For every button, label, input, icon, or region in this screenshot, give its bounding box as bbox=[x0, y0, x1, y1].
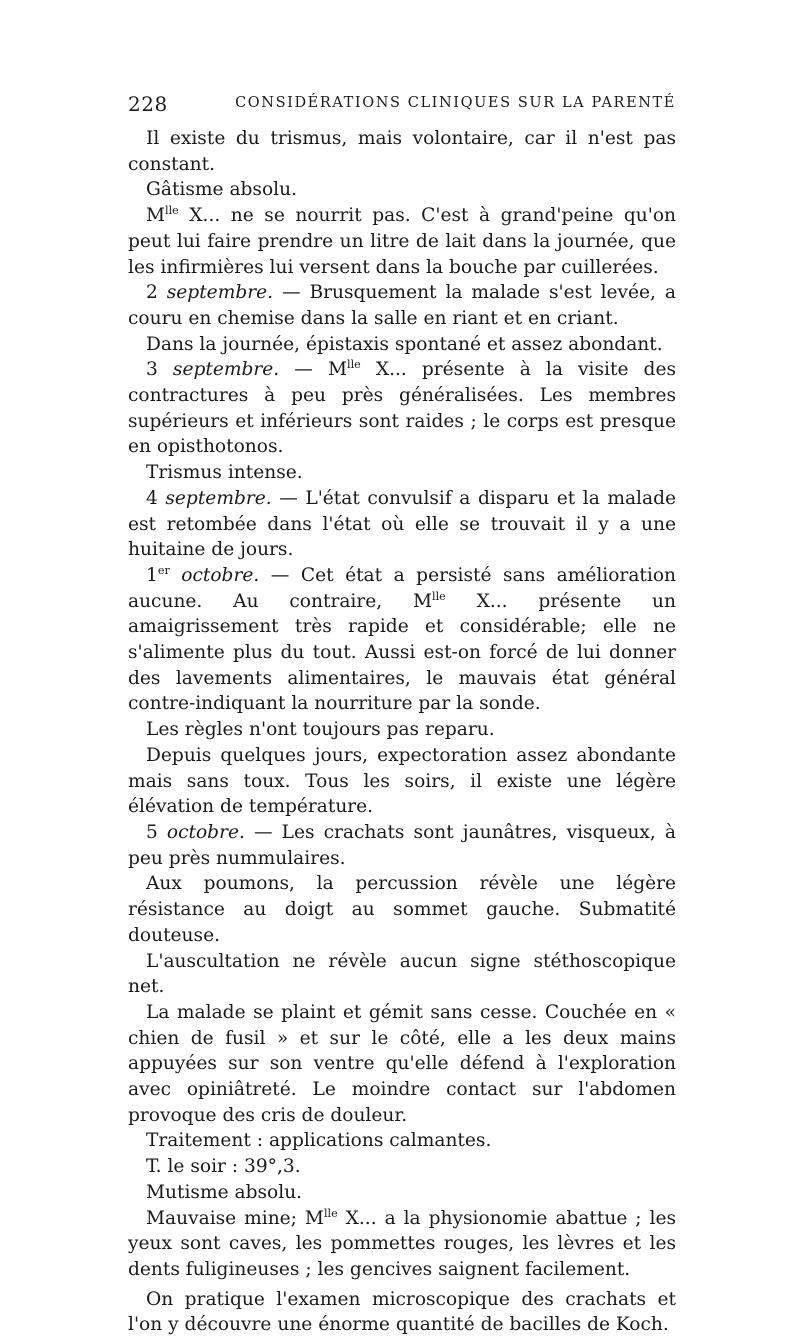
paragraph bbox=[128, 1154, 676, 1180]
paragraph-text: Traitement : applications calmantes. bbox=[146, 1130, 492, 1152]
paragraph-text: X... présente un amaigrissement très rapide et considérable; elle ne s'alimente plus du tout. Aussi est-on forcé de lui donner des lavements alimentaires, le mauvais état général contre-indiquant la nourriture par la sonde. bbox=[128, 590, 676, 715]
paragraph bbox=[128, 1180, 676, 1206]
paragraph-title-sup: lle bbox=[165, 203, 179, 217]
running-head: CONSIDÉRATIONS CLINIQUES SUR LA PARENTÉ bbox=[235, 95, 676, 111]
paragraph-title-sup: lle bbox=[347, 358, 361, 372]
paragraph bbox=[128, 717, 676, 743]
body-text bbox=[128, 126, 676, 1338]
paragraph bbox=[128, 332, 676, 358]
paragraph-pre: Mauvaise mine; bbox=[146, 1207, 305, 1229]
paragraph-date: octobre. bbox=[169, 564, 260, 586]
paragraph-date: septembre. bbox=[172, 359, 280, 381]
paragraph-pre: 4 bbox=[146, 487, 166, 509]
paragraph-after-date: — L'état convulsif a disparu et la malade est retombée dans l'état où elle se trouvait il y a une huitaine de jours. bbox=[128, 487, 676, 561]
paragraph-title: M bbox=[304, 1207, 324, 1229]
paragraph bbox=[128, 743, 676, 820]
paragraph bbox=[128, 949, 676, 1000]
paragraph-pre: 1 bbox=[146, 564, 158, 586]
paragraph bbox=[128, 357, 676, 460]
page-number: 228 bbox=[128, 92, 168, 116]
paragraph bbox=[128, 1000, 676, 1129]
paragraph bbox=[128, 871, 676, 948]
paragraph-pre: 5 bbox=[146, 821, 167, 843]
paragraph-text: On pratique l'examen microscopique des crachats et l'on y découvre une énorme quantité de bacilles de Koch. bbox=[128, 1288, 676, 1336]
paragraph bbox=[128, 1206, 676, 1283]
page-header bbox=[128, 92, 676, 122]
paragraph-text: Les règles n'ont toujours pas reparu. bbox=[146, 719, 495, 741]
paragraph-date: septembre. bbox=[166, 282, 274, 304]
paragraph-text: X... présente à la visite des contractures à peu près généralisées. Les membres supérieurs et inférieurs sont raides ; le corps est presque en opisthotonos. bbox=[128, 359, 676, 458]
paragraph bbox=[128, 486, 676, 563]
paragraph-text: Dans la journée, épistaxis spontané et assez abondant. bbox=[146, 333, 663, 355]
paragraph-text: Trismus intense. bbox=[146, 462, 303, 484]
paragraph-after-date: — Brusquement la malade s'est levée, a couru en chemise dans la salle en riant et en criant. bbox=[128, 282, 676, 329]
paragraph bbox=[128, 126, 676, 177]
paragraph-text: Depuis quelques jours, expectoration assez abondante mais sans toux. Tous les soirs, il existe une légère élévation de température. bbox=[128, 744, 676, 818]
paragraph-title: M bbox=[327, 359, 347, 381]
paragraph-text: L'auscultation ne révèle aucun signe stéthoscopique net. bbox=[128, 950, 676, 998]
paragraph-title: M bbox=[146, 205, 166, 227]
paragraph-date-sup: er bbox=[157, 563, 170, 577]
paragraph-after-date: — bbox=[279, 359, 328, 381]
paragraph-text: La malade se plaint et gémit sans cesse. Couchée en « chien de fusil » et sur le côté, elle a les deux mains appuyées sur son ventre qu'elle défend à l'exploration avec opiniâtreté. Le moindre contact sur l'abdomen provoque des cris de douleur. bbox=[128, 1001, 676, 1126]
paragraph bbox=[128, 203, 676, 280]
paragraph bbox=[128, 820, 676, 871]
paragraph-text: T. le soir : 39°,3. bbox=[146, 1156, 301, 1178]
paragraph-text: Gâtisme absolu. bbox=[146, 179, 298, 201]
paragraph-title-sup: lle bbox=[323, 1206, 338, 1220]
paragraph-date: octobre. bbox=[166, 821, 245, 843]
paragraph-title: M bbox=[413, 590, 433, 612]
paragraph bbox=[128, 563, 676, 717]
paragraph-text: Aux poumons, la percussion révèle une légère résistance au doigt au sommet gauche. Submatité douteuse. bbox=[128, 873, 676, 946]
paragraph-after-date: — Cet état a persisté sans amélioration aucune. Au contraire, bbox=[128, 564, 676, 612]
paragraph bbox=[128, 280, 676, 331]
paragraph bbox=[128, 1128, 676, 1154]
paragraph bbox=[128, 460, 676, 486]
paragraph-pre: 2 bbox=[146, 282, 167, 304]
paragraph-after-date: — Les crachats sont jaunâtres, visqueux, à peu près nummulaires. bbox=[128, 821, 676, 869]
paragraph-text: Il existe du trismus, mais volontaire, car il n'est pas constant. bbox=[128, 128, 676, 175]
paragraph-text: X... a la physionomie abattue ; les yeux sont caves, les pommettes rouges, les lèvres et les dents fuligineuses ; les gencives saignent facilement. bbox=[128, 1207, 676, 1280]
paragraph bbox=[128, 1287, 676, 1338]
paragraph-text: Mutisme absolu. bbox=[146, 1181, 303, 1203]
paragraph-pre: 3 bbox=[146, 359, 173, 381]
paragraph-date: septembre. bbox=[165, 487, 272, 509]
paragraph bbox=[128, 177, 676, 203]
paragraph-title-sup: lle bbox=[432, 589, 446, 603]
paragraph-text: X... ne se nourrit pas. C'est à grand'peine qu'on peut lui faire prendre un litre de lait dans la journée, que les infirmières lui versent dans la bouche par cuillerées. bbox=[128, 205, 676, 278]
